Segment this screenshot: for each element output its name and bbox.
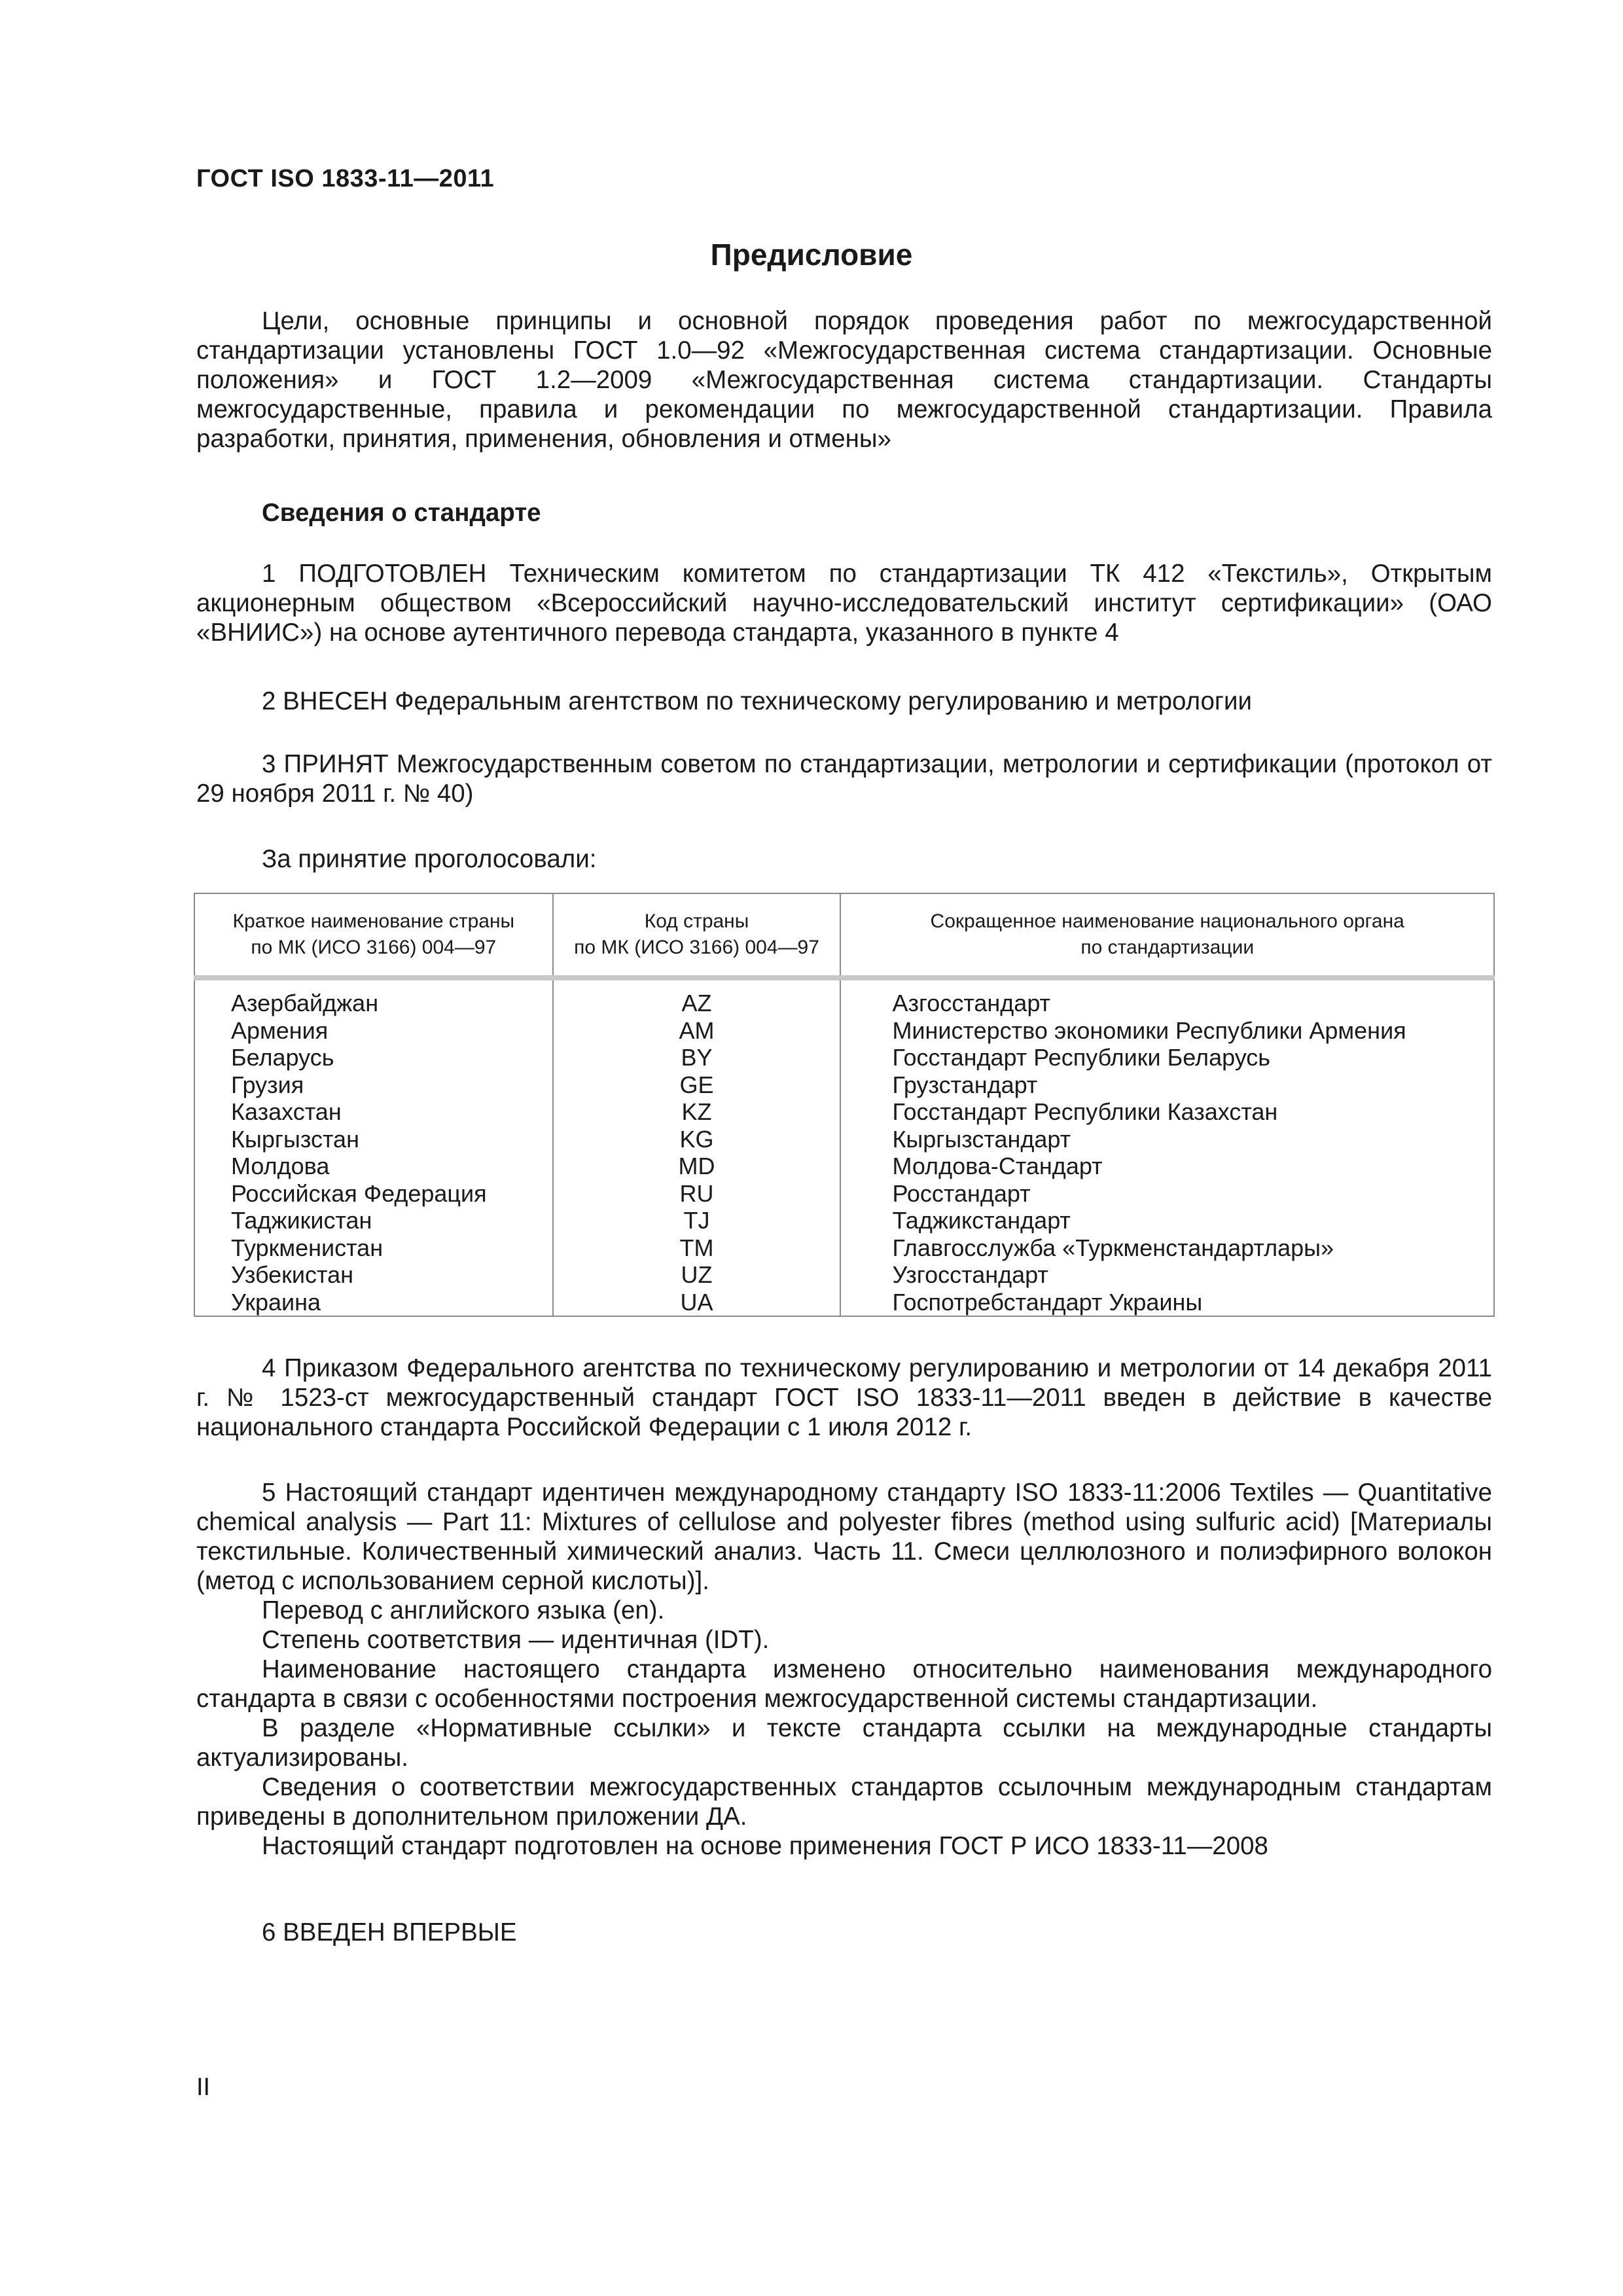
voted-label: За принятие проголосовали: [262,845,597,873]
item-1-prepared: 1 ПОДГОТОВЛЕН Техническим комитетом по стандартизации ТК 412 «Текстиль», Открытым акционерным обществом «Всероссийский научно-исследовательский институт сертификации» (ОАО «ВНИИС») на основе аутентичного перевода стандарта, указанного в пункте 4 [196,560,1492,647]
country-name: Армения [231,1016,329,1044]
item-5-translation: Перевод с английского языка (en). [262,1596,665,1624]
voted-block [196,844,1492,874]
item-1-block [196,559,1492,647]
country-name: Кыргызстан [231,1125,359,1153]
standards-body: Кыргызстандарт [892,1125,1071,1153]
standards-body: Госстандарт Республики Казахстан [892,1098,1278,1125]
standards-body: Главгосслужба «Туркменстандартлары» [892,1234,1334,1261]
item-2-submitted: 2 ВНЕСЕН Федеральным агентством по техническому регулированию и метрологии [262,687,1252,715]
item-6-block [196,1918,1492,1947]
item-5-basis: Настоящий стандарт подготовлен на основе применения ГОСТ Р ИСО 1833-11—2008 [262,1832,1268,1860]
country-name: Грузия [231,1071,304,1098]
standards-body: Грузстандарт [892,1071,1038,1098]
item-4-block [196,1354,1492,1442]
country-code: UZ [681,1261,713,1288]
info-heading-block [196,498,1492,528]
country-name: Казахстан [231,1098,342,1125]
item-4-order: 4 Приказом Федерального агентства по техническому регулированию и метрологии от 14 декабря 2011 г. № 1523-ст межгосударственный стандарт ГОСТ ISO 1833-11—2011 введен в действие в качестве национального стандарта Российской Федерации с 1 июля 2012 г. [196,1354,1492,1441]
intro-paragraph: Цели, основные принципы и основной порядок проведения работ по межгосударственной стандартизации установлены ГОСТ 1.0—92 «Межгосударственная система стандартизации. Основные положения» и ГОСТ 1.2—2009 «Межгосударственная система стандартизации. Стандарты межгосударственные, правила и рекомендации по межгосударственной стандартизации. Правила разработки, принятия, применения, обновления и отмены» [196,307,1492,453]
item-5-identity: 5 Настоящий стандарт идентичен международному стандарту ISO 1833-11:2006 Textiles — Quantitative chemical analysis — Part 11: Mixtures of cellulose and polyester fibres (method using sulfuric acid) [Материалы текстильные. Количественный химический анализ. Часть 11. Смеси целлюлозного и полиэфирного волокон (метод с использованием серной кислоты)]. [196,1479,1492,1595]
standards-body: Узгосстандарт [892,1261,1048,1288]
item-5-degree: Степень соответствия — идентичная (IDT). [262,1626,770,1654]
country-code: UA [680,1288,713,1316]
table-body-row [194,978,1494,1316]
country-code: MD [678,1153,715,1179]
country-code: RU [679,1179,714,1207]
country-names-column [194,978,553,1316]
item-5-name-change: Наименование настоящего стандарта изменено относительно наименования международного стандарта в связи с особенностями построения межгосударственной системы стандартизации. [196,1655,1492,1713]
country-code: KG [679,1125,714,1153]
standards-body: Госстандарт Республики Беларусь [892,1044,1271,1071]
standards-body: Азгосстандарт [892,990,1051,1016]
country-code: GE [679,1071,714,1098]
standards-body: Министерство экономики Республики Армения [892,1016,1406,1044]
standards-body: Росстандарт [892,1179,1031,1207]
item-5-annex: Сведения о соответствии межгосударственных стандартов ссылочным международным стандартам приведены в дополнительном приложении ДА. [196,1773,1492,1831]
item-3-adopted: 3 ПРИНЯТ Межгосударственным советом по стандартизации, метрологии и сертификации (протокол от 29 ноября 2011 г. № 40) [196,750,1492,808]
country-name: Российская Федерация [231,1179,487,1207]
header-standards-body: Сокращенное наименование национального органа по стандартизации [840,893,1494,978]
info-heading: Сведения о стандарте [262,499,541,527]
standards-body: Госпотребстандарт Украины [892,1288,1203,1316]
header-country-code: Код страны по МК (ИСО 3166) 004—97 [553,893,841,978]
country-code: AM [679,1016,715,1044]
votes-table [194,893,1495,1317]
country-code: BY [681,1044,713,1071]
item-6-introduced: 6 ВВЕДЕН ВПЕРВЫЕ [262,1918,517,1946]
country-name: Туркменистан [231,1234,383,1261]
country-name: Украина [231,1288,321,1316]
country-name: Азербайджан [231,990,379,1016]
item-5-refs: В разделе «Нормативные ссылки» и тексте стандарта ссылки на международные стандарты актуализированы. [196,1714,1492,1772]
standards-body: Молдова-Стандарт [892,1153,1103,1179]
page-number: II [196,2073,211,2101]
intro-block [196,306,1492,454]
country-code: TM [679,1234,714,1261]
table-header-row [194,893,1494,978]
page-title: Предисловие [710,238,913,272]
country-codes-column [553,978,841,1316]
item-5-block [196,1478,1492,1861]
country-name: Молдова [231,1153,330,1179]
country-code: TJ [683,1207,710,1234]
standards-bodies-column [840,978,1494,1316]
standards-body: Таджикстандарт [892,1207,1071,1234]
country-name: Беларусь [231,1044,334,1071]
item-3-block [196,749,1492,808]
country-name: Таджикистан [231,1207,372,1234]
country-code: AZ [681,990,712,1016]
header-country-name: Краткое наименование страны по МК (ИСО 3166) 004—97 [194,893,553,978]
country-name: Узбекистан [231,1261,354,1288]
document-header: ГОСТ ISO 1833-11—2011 [196,165,495,192]
country-code: KZ [681,1098,712,1125]
item-2-block [196,687,1492,716]
